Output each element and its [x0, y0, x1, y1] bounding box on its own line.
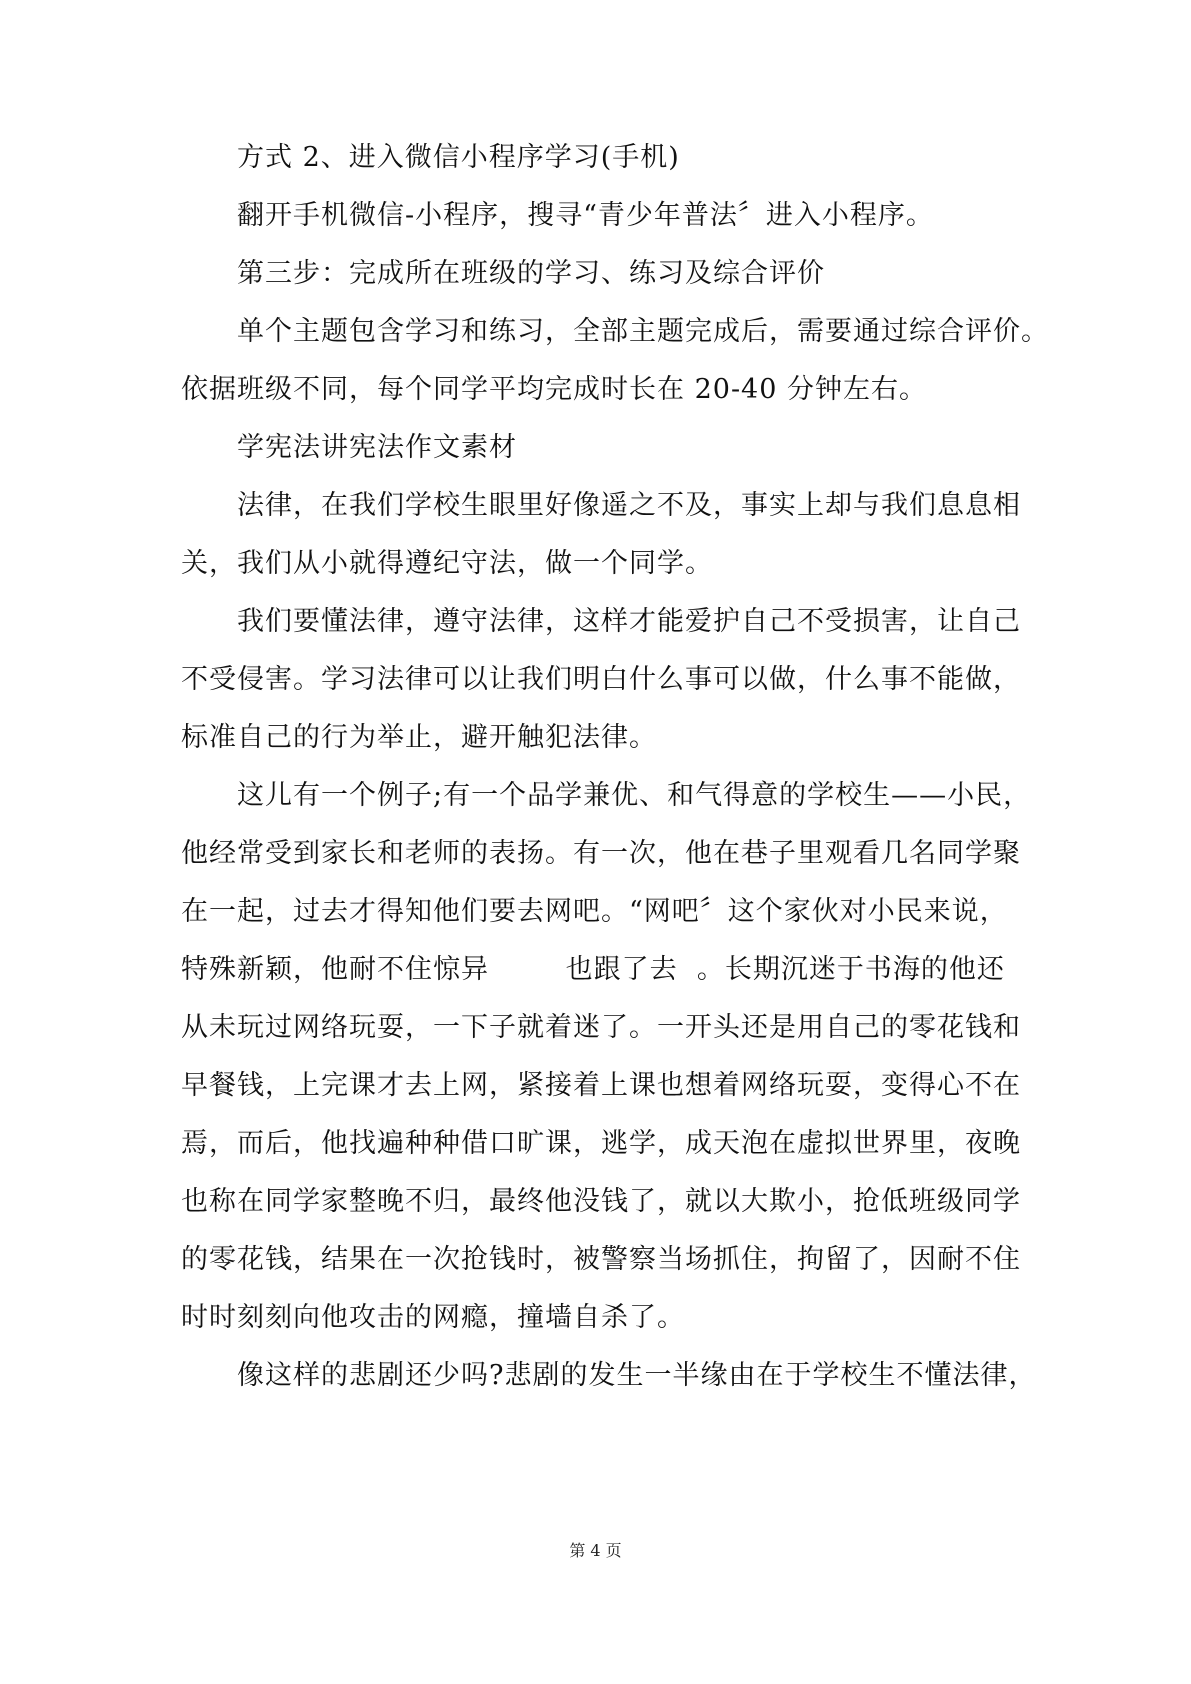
- paragraph-line: 在一起，过去才得知他们要去网吧。“网吧〞这个家伙对小民来说，: [181, 896, 1008, 927]
- text-line: 翻开手机微信-小程序，搜寻“青少年普法〞进入小程序。: [237, 200, 934, 231]
- paragraph-line: 这儿有一个例子;有一个品学兼优、和气得意的学校生——小民，: [237, 780, 1032, 811]
- paragraph-line: 的零花钱，结果在一次抢钱时，被警察当场抓住，拘留了，因耐不住: [181, 1244, 1021, 1275]
- paragraph-line: 他经常受到家长和老师的表扬。有一次，他在巷子里观看几名同学聚: [181, 838, 1021, 869]
- paragraph-line: 依据班级不同，每个同学平均完成时长在 20-40 分钟左右。: [181, 374, 927, 405]
- paragraph-line: 时时刻刻向他攻击的网瘾，撞墙自杀了。: [181, 1302, 685, 1333]
- paragraph-line: 焉，而后，他找遍种种借口旷课，逃学，成天泡在虚拟世界里，夜晚: [181, 1128, 1021, 1159]
- paragraph-line: 也称在同学家整晚不归，最终他没钱了，就以大欺小，抢低班级同学: [181, 1186, 1021, 1217]
- paragraph-line: 像这样的悲剧还少吗?悲剧的发生一半缘由在于学校生不懂法律，: [237, 1360, 1037, 1391]
- section-title: 学宪法讲宪法作文素材: [237, 432, 517, 463]
- paragraph-line: 法律，在我们学校生眼里好像遥之不及，事实上却与我们息息相: [237, 490, 1021, 521]
- text-line: 第三步：完成所在班级的学习、练习及综合评价: [237, 258, 825, 289]
- paragraph-line: 从未玩过网络玩耍，一下子就着迷了。一开头还是用自己的零花钱和: [181, 1012, 1021, 1043]
- paragraph-line: 标准自己的行为举止，避开触犯法律。: [181, 722, 657, 753]
- paragraph-line: 单个主题包含学习和练习，全部主题完成后，需要通过综合评价。: [237, 316, 1049, 347]
- paragraph-line: 我们要懂法律，遵守法律，这样才能爱护自己不受损害，让自己: [237, 606, 1021, 637]
- paragraph-line: 不受侵害。学习法律可以让我们明白什么事可以做，什么事不能做，: [181, 664, 1021, 695]
- paragraph-line: 关，我们从小就得遵纪守法，做一个同学。: [181, 548, 713, 579]
- text-line: 方式 2、进入微信小程序学习(手机): [237, 142, 680, 173]
- paragraph-line: 特殊新颖，他耐不住惊异 也跟了去 。长期沉迷于书海的他还: [181, 954, 1005, 985]
- page-number: 第 4 页: [569, 1541, 622, 1560]
- paragraph-line: 早餐钱，上完课才去上网，紧接着上课也想着网络玩耍，变得心不在: [181, 1070, 1021, 1101]
